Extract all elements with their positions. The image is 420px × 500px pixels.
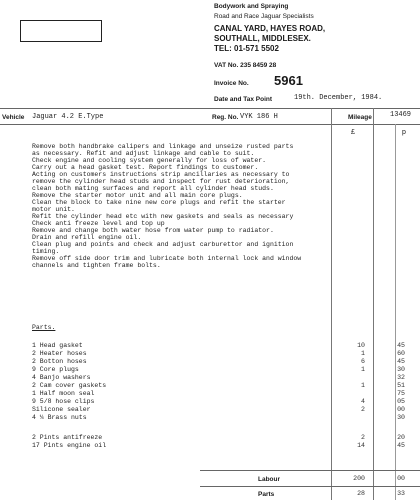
part-desc: 4 Banjo washers bbox=[32, 374, 91, 381]
labour-pence: 00 bbox=[397, 475, 405, 482]
part-pence: 45 bbox=[397, 442, 405, 449]
part-pounds: 2 bbox=[361, 406, 365, 413]
date-value: 19th. December, 1984. bbox=[294, 94, 383, 102]
work-line: as necessary. Refit and adjust linkage and cable to suit. bbox=[32, 150, 255, 157]
divider-mid bbox=[373, 108, 374, 500]
part-pounds: 14 bbox=[357, 442, 365, 449]
parts-total-pence: 33 bbox=[397, 490, 405, 497]
vehicle-value: Jaguar 4.2 E.Type bbox=[32, 113, 104, 121]
part-desc: 2 Pints antifreeze bbox=[32, 434, 103, 441]
work-line: motor unit. bbox=[32, 206, 75, 213]
labour-label: Labour bbox=[258, 476, 281, 483]
work-line: timing. bbox=[32, 248, 60, 255]
work-line: Carry out a head gasket test. Report findings to customer. bbox=[32, 164, 259, 171]
work-line: Remove off side door trim and lubricate both internal lock and window bbox=[32, 255, 302, 262]
work-line: clean both mating surfaces and report all cylinder head studs. bbox=[32, 185, 274, 192]
part-pence: 60 bbox=[397, 350, 405, 357]
part-desc: 9 5/8 hose clips bbox=[32, 398, 95, 405]
invoice-label: Invoice No. bbox=[214, 80, 249, 87]
blank-box bbox=[20, 20, 102, 42]
work-line: Remove the starter motor unit and all main core plugs. bbox=[32, 192, 243, 199]
work-line: Clean the block to take nine new core plugs and refit the starter bbox=[32, 199, 286, 206]
work-line: channels and tighten frame bolts. bbox=[32, 262, 161, 269]
divider-left bbox=[331, 108, 332, 500]
address-line3: TEL: 01-571 5502 bbox=[214, 44, 279, 53]
date-label: Date and Tax Point bbox=[214, 96, 273, 103]
work-line: Refit the cylinder head etc with new gaskets and seals as necessary bbox=[32, 213, 294, 220]
work-line: Remove and change both water hose from water pump to radiator. bbox=[32, 227, 274, 234]
part-desc: 2 Botton hoses bbox=[32, 358, 87, 365]
work-line: Remove both handbrake calipers and linkage and unseize rusted parts bbox=[32, 143, 294, 150]
part-pence: 75 bbox=[397, 390, 405, 397]
vat-label: VAT No. 235 8459 28 bbox=[214, 62, 277, 69]
part-pence: 20 bbox=[397, 434, 405, 441]
part-pounds: 2 bbox=[361, 434, 365, 441]
rule-top bbox=[0, 108, 420, 109]
reg-value: VYK 186 H bbox=[240, 113, 278, 121]
parts-total-label: Parts bbox=[258, 491, 275, 498]
part-desc: Silicone sealer bbox=[32, 406, 91, 413]
part-desc: 2 Heater hoses bbox=[32, 350, 87, 357]
part-pounds: 10 bbox=[357, 342, 365, 349]
part-pence: 45 bbox=[397, 358, 405, 365]
part-pence: 32 bbox=[397, 374, 405, 381]
part-pounds: 1 bbox=[361, 350, 365, 357]
part-pounds: 1 bbox=[361, 366, 365, 373]
vehicle-label: Vehicle bbox=[2, 114, 25, 121]
part-pence: 51 bbox=[397, 382, 405, 389]
part-pounds: 4 bbox=[361, 398, 365, 405]
part-desc: 1 Head gasket bbox=[32, 342, 83, 349]
work-line: Drain and refill engine oil. bbox=[32, 234, 142, 241]
part-pounds: 1 bbox=[361, 382, 365, 389]
address-line1: CANAL YARD, HAYES ROAD, bbox=[214, 24, 326, 33]
rule-vehicle bbox=[0, 124, 420, 125]
mileage-value: 13469 bbox=[390, 111, 412, 119]
part-pence: 30 bbox=[397, 366, 405, 373]
part-pence: 05 bbox=[397, 398, 405, 405]
work-line: Clean plug and points and check and adjust carburettor and ignition bbox=[32, 241, 294, 248]
part-pounds: 6 bbox=[361, 358, 365, 365]
part-pence: 45 bbox=[397, 342, 405, 349]
invoice-number: 5961 bbox=[274, 73, 303, 88]
pounds-header: £ bbox=[351, 129, 355, 136]
work-line: Check anti freeze level and top up bbox=[32, 220, 165, 227]
part-desc: 4 ¼ Brass nuts bbox=[32, 414, 87, 421]
part-desc: 1 Half moon seal bbox=[32, 390, 95, 397]
rule-totals bbox=[200, 470, 420, 471]
parts-heading: Parts. bbox=[32, 324, 56, 331]
work-line: Check engine and cooling system generally for loss of water. bbox=[32, 157, 267, 164]
parts-total-pounds: 28 bbox=[357, 490, 365, 497]
header-line2: Road and Race Jaguar Specialists bbox=[214, 13, 314, 20]
part-desc: 17 Pints engine oil bbox=[32, 442, 107, 449]
labour-pounds: 200 bbox=[353, 475, 365, 482]
rule-labour bbox=[200, 486, 420, 487]
header-line1: Bodywork and Spraying bbox=[214, 3, 289, 10]
work-line: remove the cylinder head studs and inspect for rust deterioration, bbox=[32, 178, 290, 185]
part-desc: 9 Core plugs bbox=[32, 366, 79, 373]
mileage-label: Mileage bbox=[348, 114, 372, 121]
reg-label: Reg. No. bbox=[212, 114, 239, 121]
part-desc: 2 Cam cover gaskets bbox=[32, 382, 107, 389]
address-line2: SOUTHALL, MIDDLESEX. bbox=[214, 34, 311, 43]
part-pence: 00 bbox=[397, 406, 405, 413]
work-line: Acting on customers instructions strip ancillaries as necessary to bbox=[32, 171, 290, 178]
pence-header: p bbox=[402, 129, 406, 136]
part-pence: 30 bbox=[397, 414, 405, 421]
